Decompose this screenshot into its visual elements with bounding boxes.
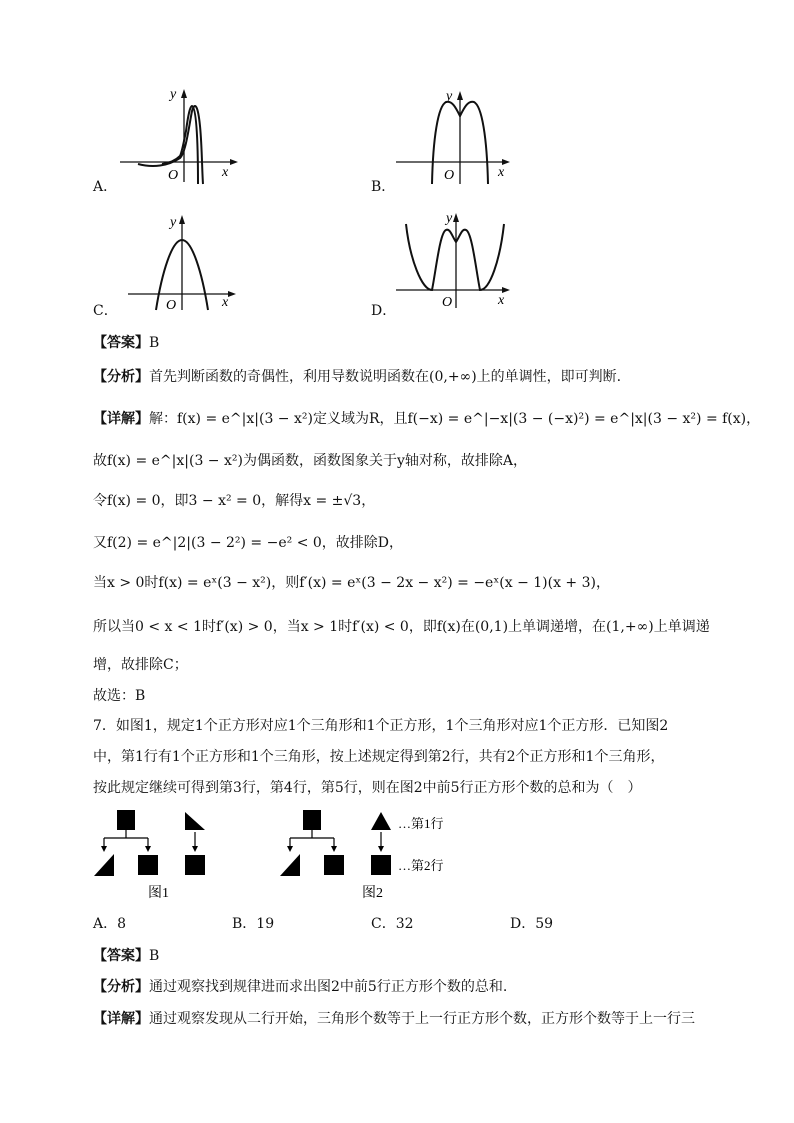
analysis-tag: 【分析】 <box>93 369 149 385</box>
detail-tag: 【详解】 <box>93 411 149 427</box>
q7-analysis <box>93 977 507 997</box>
option-c-label: C． <box>93 303 118 319</box>
analysis-text: 通过观察找到规律进而求出图2中前5行正方形个数的总和. <box>149 979 508 995</box>
graph-d <box>394 210 514 310</box>
q7-detail <box>93 1009 695 1029</box>
graph-a-y-label: y <box>170 87 177 102</box>
q7-stem-line1: 7．如图1，规定1个正方形对应1个三角形和1个正方形，1个三角形对应1个正方形．已知图2 <box>93 718 669 734</box>
answer-tag: 【答案】 <box>93 948 149 964</box>
q6-detail-line7: 增，故排除C； <box>93 657 188 673</box>
option-b-label: B． <box>371 179 396 195</box>
option-a-label: A． <box>93 179 118 195</box>
graph-a-origin-label: O <box>168 168 179 183</box>
graph-d-y-label: y <box>446 211 453 226</box>
analysis-tag: 【分析】 <box>93 979 149 995</box>
q6-detail-line8: 故选：B <box>93 688 146 704</box>
figure-2-caption: 图2 <box>362 886 383 901</box>
q6-detail-line5: 当x > 0时f(x) = eˣ(3 − x²)，则f′(x) = eˣ(3 − 2x − x²) = −eˣ(x − 1)(x + 3)， <box>93 575 610 591</box>
q7-option-b: B．19 <box>232 916 275 932</box>
detail-text: 通过观察发现从二行开始，三角形个数等于上一行正方形个数，正方形个数等于上一行三 <box>149 1011 695 1027</box>
graph-d-origin-label: O <box>442 295 453 310</box>
graph-b-x-label: x <box>498 165 505 180</box>
q7-option-c: C．32 <box>371 916 414 932</box>
q7-option-d: D．59 <box>510 916 554 932</box>
q6-detail-line3: 令f(x) = 0，即3 − x² = 0，解得x = ±√3， <box>93 493 376 509</box>
graph-a-x-label: x <box>222 165 229 180</box>
q6-detail-line6: 所以当0 < x < 1时f′(x) > 0，当x > 1时f′(x) < 0，即f(x)在(0,1)上单调递增，在(1,+∞)上单调递 <box>93 619 710 635</box>
answer-value: B <box>149 335 160 351</box>
figure-1-caption: 图1 <box>148 886 169 901</box>
q7-stem-line2: 中，第1行有1个正方形和1个三角形，按上述规定得到第2行，共有2个正方形和1个三角形， <box>93 749 665 765</box>
figure-2 <box>276 808 476 903</box>
row-2-label: …第2行 <box>398 858 444 873</box>
graph-b-y-label: y <box>446 89 453 104</box>
option-d-label: D． <box>371 303 397 319</box>
q6-detail-line4: 又f(2) = e^|2|(3 − 2²) = −e² < 0，故排除D， <box>93 535 404 551</box>
graph-c-x-label: x <box>222 295 229 310</box>
graph-d-x-label: x <box>498 293 505 308</box>
graph-c-y-label: y <box>170 215 177 230</box>
q7-stem-line3: 按此规定继续可得到第3行，第4行，第5行，则在图2中前5行正方形个数的总和为（ ） <box>93 780 642 796</box>
q6-analysis <box>93 367 621 387</box>
q6-detail-line1 <box>93 409 760 429</box>
answer-value: B <box>149 948 160 964</box>
detail-line: 解：f(x) = e^|x|(3 − x²)定义域为R，且f(−x) = e^|−x|(3 − (−x)²) = e^|x|(3 − x²) = f(x)， <box>149 411 761 427</box>
q7-option-a: A．8 <box>93 916 127 932</box>
q6-answer <box>93 333 159 353</box>
figure-1 <box>90 808 220 903</box>
graph-a <box>118 86 243 186</box>
detail-tag: 【详解】 <box>93 1011 149 1027</box>
graph-c <box>126 212 241 312</box>
answer-tag: 【答案】 <box>93 335 149 351</box>
graph-c-origin-label: O <box>166 298 177 312</box>
q7-answer <box>93 946 159 966</box>
graph-b-origin-label: O <box>444 168 455 183</box>
analysis-text: 首先判断函数的奇偶性，利用导数说明函数在(0,+∞)上的单调性，即可判断. <box>149 369 622 385</box>
graph-b <box>394 88 514 188</box>
row-1-label: …第1行 <box>398 816 444 831</box>
q6-detail-line2: 故f(x) = e^|x|(3 − x²)为偶函数，函数图象关于y轴对称，故排除A， <box>93 453 527 469</box>
